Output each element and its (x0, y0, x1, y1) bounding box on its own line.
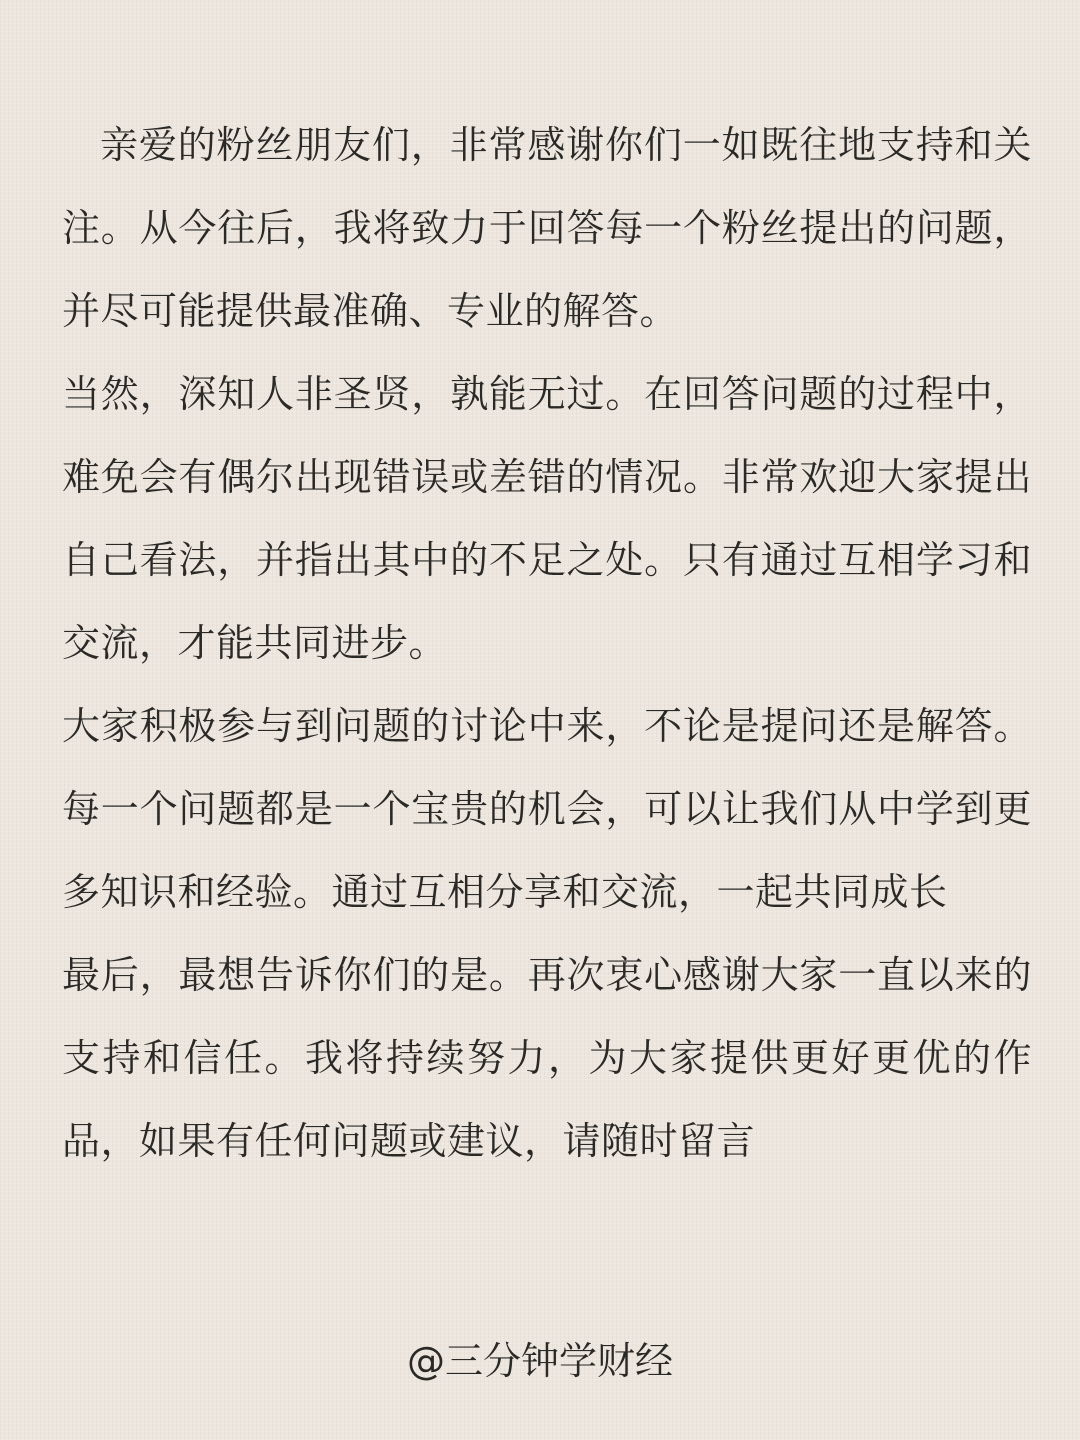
paragraph-thanks: 亲爱的粉丝朋友们，非常感谢你们一如既往地支持和关注。从今往后，我将致力于回答每一个粉丝提出的问题，并尽可能提供最准确、专业的解答。 (62, 123, 1032, 333)
paragraph-errors: 当然，深知人非圣贤，孰能无过。在回答问题的过程中，难免会有偶尔出现错误或差错的情况。非常欢迎大家提出自己看法，并指出其中的不足之处。只有通过互相学习和交流，才能共同进步。 (62, 372, 1032, 665)
author-signature: @三分钟学财经 (406, 1339, 673, 1383)
message-body (62, 104, 1032, 1183)
paragraph-discussion: 大家积极参与到问题的讨论中来，不论是提问还是解答。每一个问题都是一个宝贵的机会，可以让我们从中学到更多知识和经验。通过互相分享和交流，一起共同成长 (62, 704, 1032, 914)
paragraph-closing: 最后，最想告诉你们的是。再次衷心感谢大家一直以来的支持和信任。我将持续努力，为大家提供更好更优的作品，如果有任何问题或建议，请随时留言 (62, 953, 1032, 1163)
